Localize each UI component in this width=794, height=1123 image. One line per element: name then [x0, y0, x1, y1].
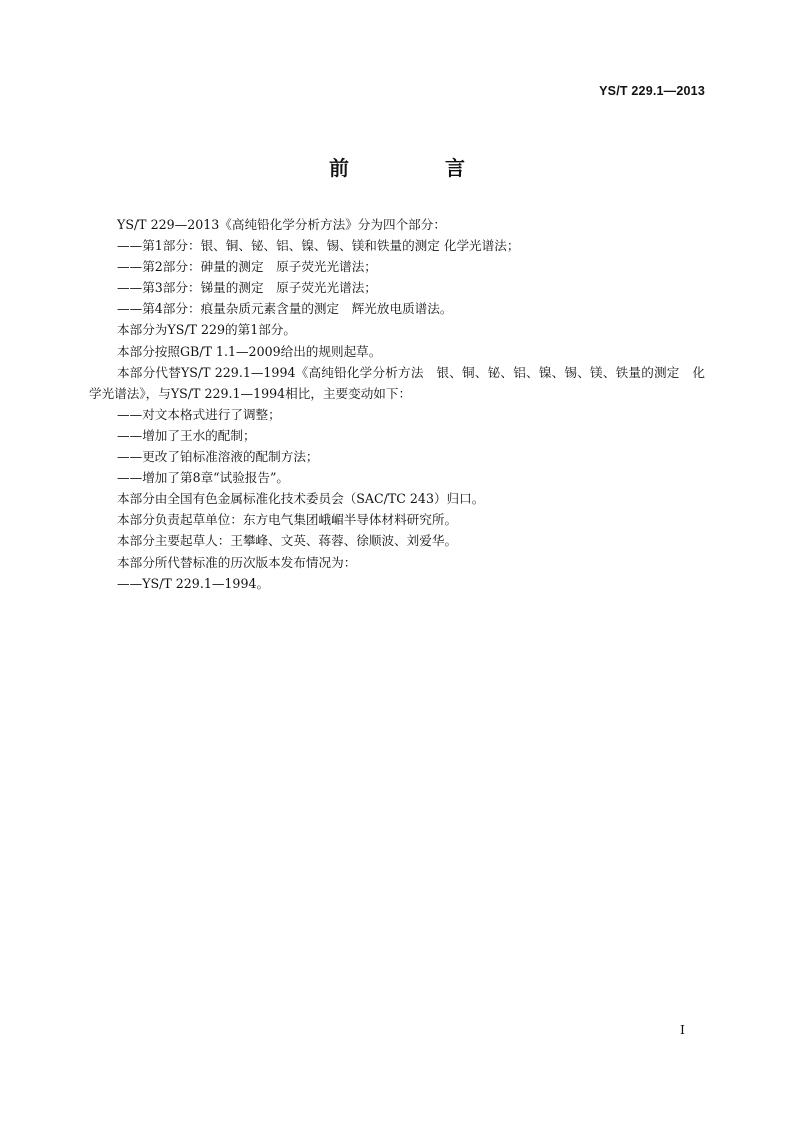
- paragraph: 本部分代替YS/T 229.1—1994《高纯铅化学分析方法 银、铜、铋、铝、镍、锡、镁、铁量的测定 化学光谱法》，与YS/T 229.1—1994相比，主要变动如下：: [89, 364, 705, 401]
- list-item: ——第2部分：砷量的测定 原子荧光光谱法；: [117, 259, 377, 275]
- paragraph: 本部分负责起草单位：东方电气集团峨嵋半导体材料研究所。: [117, 512, 458, 528]
- paragraph: 本部分为YS/T 229的第1部分。: [117, 322, 296, 338]
- foreword-body: [89, 214, 705, 594]
- paragraph: 本部分按照GB/T 1.1—2009给出的规则起草。: [117, 343, 382, 359]
- list-item: ——第4部分：痕量杂质元素含量的测定 辉光放电质谱法。: [117, 301, 453, 317]
- list-item: ——增加了王水的配制；: [117, 427, 256, 443]
- list-item: ——第1部分：银、铜、铋、铝、镍、锡、镁和铁量的测定 化学光谱法；: [117, 238, 520, 254]
- list-item: ——YS/T 229.1—1994。: [117, 575, 270, 591]
- paragraph: 本部分所代替标准的历次版本发布情况为：: [117, 554, 357, 570]
- list-item: ——第3部分：锑量的测定 原子荧光光谱法；: [117, 280, 377, 296]
- list-item: ——增加了第8章“试验报告”。: [117, 470, 290, 486]
- list-item: ——更改了铂标准溶液的配制方法；: [117, 449, 319, 465]
- paragraph: 本部分由全国有色金属标准化技术委员会（SAC/TC 243）归口。: [117, 491, 485, 507]
- paragraph: YS/T 229—2013《高纯铅化学分析方法》分为四个部分：: [117, 217, 446, 232]
- page-title: 前 言: [329, 156, 503, 180]
- list-item: ——对文本格式进行了调整；: [117, 406, 281, 422]
- standard-code: YS/T 229.1—2013: [599, 84, 705, 98]
- page-number: I: [680, 1022, 685, 1037]
- paragraph: 本部分主要起草人：王攀峰、文英、蒋蓉、徐顺波、刘爱华。: [117, 533, 458, 549]
